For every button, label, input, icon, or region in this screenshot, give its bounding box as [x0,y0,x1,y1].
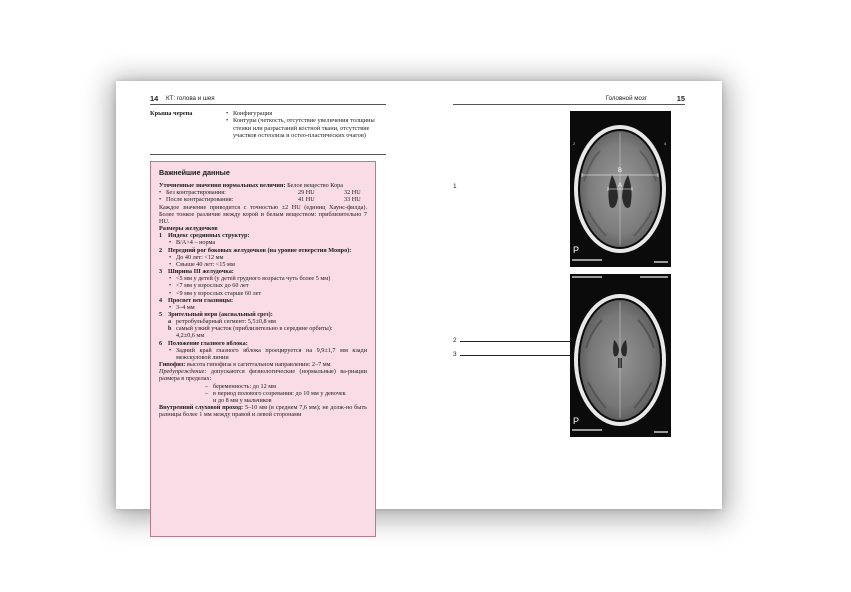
normal-values-tissue: Белое вещество Кора [287,182,343,190]
value-white-matter: 41 HU [298,196,315,204]
label-b: B [618,168,623,174]
item-number: 3 [159,268,163,276]
item-continuation: 4,2±0,6 мм [176,332,205,340]
lettered-item [159,325,367,332]
label-a: A [618,183,623,189]
accuracy-note: Каждое значение приводится с точностью ±2 HU (единиц Хаунс-филда). Более тонкое различие между корой и белым веществом: приблизительно 7 HU. [159,203,367,225]
ct-scan-image [570,274,671,437]
section-label: Крыша черепа [150,110,193,117]
ct-scan-image [570,111,671,267]
dash-item: – беременность: до 12 мм [159,383,367,390]
normal-values-line [159,182,367,189]
caution-label: Предупреждение: [159,368,207,376]
value-cortex: 32 HU [344,189,361,197]
item-text: ретробульбарный сегмент: 5,5±0,8 мм [176,318,276,326]
right-page [419,81,722,509]
running-head-left [150,94,386,105]
numbered-heading [159,297,367,304]
dash-item: – в период полового созревания: до 10 мм у девочек [159,390,367,397]
canal-text: 5–10 мм (в среднем 7,6 мм); не долж-но быть разницы более 1 мм между правой и левой сторонами [159,404,367,419]
running-title: КТ: голова и шея [165,95,215,102]
running-head-right [453,94,685,105]
book-spread [116,81,722,509]
callout-line [460,341,572,342]
item-text: самый узкий участок (приблизительно в середине орбиты): [176,325,333,333]
pituitary-label: Гипофиз: [159,361,186,369]
numbered-heading [159,311,367,318]
item-number: 2 [159,246,163,254]
letter-p: P [573,416,580,426]
item-title: Зрительный нерв (аксиальный срез): [168,310,273,318]
sub-item: • До 40 лет: <12 мм [159,254,367,261]
numbered-heading [159,232,367,239]
callout-label: 2 [453,337,457,344]
item-number: 4 [159,296,163,304]
sub-item: • Задний край глазного яблока проецируется на 9,9±1,7 мм кзади межскуловой линии [159,347,367,361]
dash-continuation: и до 8 мм у мальчиков [213,396,272,404]
item-letter: b [168,325,172,333]
letter-p: P [573,245,580,255]
running-title: Головной мозг [605,95,647,102]
numbered-heading [159,268,367,275]
item-number: 1 [159,232,163,240]
sub-item: • Свыше 40 лет: <15 мм [159,261,367,268]
item-title: Индекс срединных структур: [168,232,250,240]
numbered-heading [159,247,367,254]
value-cortex: 33 HU [344,196,361,204]
ventricles-heading: Размеры желудочков [159,225,218,233]
page-number: 15 [676,94,685,103]
pituitary-text: высота гипофиза в сагиттальном направлении: 2–7 мм [186,361,331,369]
ct-scan-graphic [570,111,671,267]
corner-text: 4 [664,141,667,146]
caution-line [159,368,367,382]
value-row-label: • Без контрастирования: [166,189,226,197]
ct-scan-graphic [570,274,671,437]
sub-item: • <5 мм у детей (у детей грудного возраста чуть более 5 мм) [159,275,367,282]
item-letter: a [168,318,172,326]
callout-line [460,355,572,356]
section-items [226,110,386,140]
page-number: 14 [150,94,159,103]
sub-item: • <7 мм у взрослых до 60 лет [159,282,367,289]
pituitary-line [159,361,367,368]
left-page [116,81,419,509]
canal-label: Внутренний слуховой проход: [159,404,244,411]
list-item: • Контуры (четкость, отсутствие увеличения толщины стенки или разрастаний костной ткани, отсутствие участков остеолиза и остео-пластических очагов) [226,117,386,139]
divider [150,154,386,155]
sub-item: • <9 мм у взрослых старше 60 лет [159,290,367,297]
sub-item: • 3–4 мм [159,304,367,311]
callout-label: 1 [453,183,457,190]
item-number: 5 [159,310,163,318]
value-row-label: • После контрастирования: [166,196,234,204]
value-white-matter: 29 HU [298,189,315,197]
corner-text: 2 [573,141,576,146]
key-data-box [150,161,376,537]
list-item: • Конфигурация [226,110,386,117]
callout-label: 3 [453,351,457,358]
box-title: Важнейшие данные [159,168,230,177]
normal-values-heading: Уточненные значения нормальных величин: [159,182,286,190]
item-title: Просвет вен глазницы: [168,296,234,304]
item-number: 6 [159,339,163,347]
item-title: Передний рог боковых желудочков (на уровне отверстия Монро): [168,246,352,254]
numbered-heading [159,340,367,347]
sub-item: • B/A>4 – норма [159,239,367,246]
caution-text: допускаются физиологические (нормальные) ва-риации размера в пределах: [159,368,367,383]
lettered-item [159,318,367,325]
item-title: Положение глазного яблока: [168,339,248,347]
value-row [159,189,367,196]
value-row [159,196,367,203]
item-title: Ширина III желудочка: [168,268,234,276]
auditory-canal-line [159,404,367,418]
